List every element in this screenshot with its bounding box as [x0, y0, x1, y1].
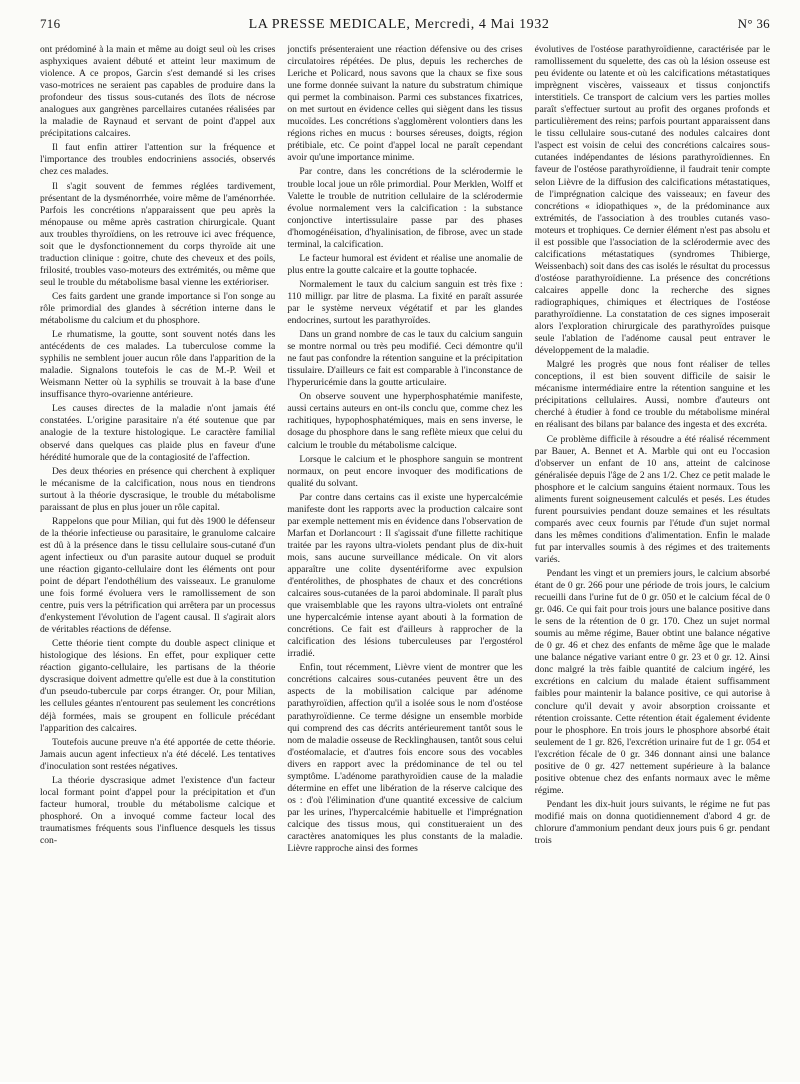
paragraph: évolutives de l'ostéose parathyroïdienne, caractérisée par le ramollissement du squelette, des cas où la lésion osseuse est peu évidente ou latente et où les calcifications métastatiques imprègnent viscères, vaisseaux et tissus conjonctifs interstitiels. Ce transport de calcium vers les parties molles paraît s'effectuer surtout au profit des organes profonds et particulièrement des reins; parfois pourtant apparaissent dans le tissu cellulaire sous-cutané des nodules calcaires dont l'aspect est voisin de celui des concrétions calcaires sous-cutanées indépendantes de lésions parathyroïdiennes. En faveur de l'ostéose parathyroïdienne, il faudrait tenir compte selon Lièvre de la diffusion des calcifications métastatiques, de l'imprégnation calcique des vaisseaux; en faveur des concrétions « idiopathiques », de la prédominance aux extrémités, de l'association à des troubles cutanés vaso-moteurs et trophiques. Ce dernier élément n'est pas absolu et il est possible que l'association de la sclérodermie avec des calcifications métastatiques (syndromes Thibierge, Weissenbach) soit dans des cas isolés le résultat du processus d'ostéose parathyroïdienne. La présence des concrétions calcaires appelle donc la recherche des signes radiographiques, chimiques et électriques de l'ostéose parathyroïdienne. La constatation de ces signes imposerait alors l'exploration chirurgicale des parathyroïdes puisque seule l'ablation de l'adénome causal peut entraver le développement de la maladie. [534, 44, 770, 357]
paragraph: Enfin, tout récemment, Lièvre vient de montrer que les concrétions calcaires sous-cutanées peuvent être un des aspects de la mobilisation calcique par adénome parathyroïdien, affection qu'il a isolée sous le nom d'ostéose parathyroïdienne. Ce terme désigne un ensemble morbide qui comprend des cas décrits antérieurement tantôt sous le nom de maladie osseuse de Recklinghausen, tantôt sous celui d'ostéomalacie, et d'autres fois encore sous des vocables divers en rapport avec la prédominance de tel ou tel symptôme. L'adénome parathyroïdien cause de la maladie détermine en effet une libération de la réserve calcique des os : d'où l'élimination d'une quantité excessive de calcium par les urines, l'hypercalcémie habituelle et l'imprégnation calcique des tissus mous, qui constitueraient un des caractères anatomiques les plus constants de la maladie. Lièvre rapproche ainsi des formes [287, 662, 523, 855]
paragraph: Par contre dans certains cas il existe une hypercalcémie manifeste dont les rapports avec la production calcaire sont par exemple nettement mis en évidence dans l'observation de Marfan et Dorlancourt : Il s'agissait d'une fillette rachitique traitée par les rayons ultra-violets pendant plus de dix-huit mois, sans aucune surveillance médicale. On vit alors apparaître une colite dysentériforme avec expulsion d'entérolithes, de phosphates de chaux et des concrétions calcaires sous-cutanées de la paroi abdominale. Il paraît plus que vraisemblable que les rayons ultra-violets ont entraîné une hypercalcémie intense ayant abouti à la formation de concrétions. Ce fait est d'ailleurs à rapprocher de la calcification des lésions tuberculeuses par l'ergostérol irradié. [287, 491, 523, 660]
paragraph: Rappelons que pour Milian, qui fut dès 1900 le défenseur de la théorie infectieuse ou parasitaire, le granulome calcaire est dû à la présence dans le tissu cellulaire sous-cutané d'un agent infectieux ou d'un parasite autour duquel se produit une réaction giganto-cellulaire dont les éléments ont pour point de départ l'endothélium des vaisseaux. Le granulome une fois formé évoluera vers le ramollissement de son centre, puis vers la pétrification qui arrêtera par un processus d'enkystement l'évolution de l'agent causal. Il s'agirait alors de véritables réactions de défense. [40, 515, 276, 636]
paragraph: La théorie dyscrasique admet l'existence d'un facteur local formant point d'appel pour la précipitation et d'un facteur humoral, trouble du métabolisme calcique et phosphoré. On a invoqué comme facteur local des traumatismes fréquents sous l'influence desquels les tissus con- [40, 774, 276, 846]
paragraph: Le facteur humoral est évident et réalise une anomalie de plus entre la goutte calcaire et la goutte tophacée. [287, 252, 523, 276]
paragraph: Ce problème difficile à résoudre a été réalisé récemment par Bauer, A. Bennet et A. Marble qui ont eu l'occasion d'observer un enfant de 10 ans, atteint de calcinose généralisée depuis l'âge de 2 ans 1/2. Chez ce petit malade le phosphore et le calcium sanguins étaient normaux. Tous les aliments furent soigneusement calculés et pesés. Les études furent poursuivies pendant douze semaines et les résultats comparés avec ceux fournis par l'étude d'un sujet normal dans les mêmes conditions d'alimentation. Enfin le malade fut par intervalles soumis à des régimes et des traitements variés. [534, 433, 770, 565]
page-header [40, 16, 770, 38]
column-middle [287, 44, 522, 1084]
journal-title: LA PRESSE MEDICALE, [248, 17, 411, 32]
masthead [249, 17, 550, 33]
column-left [40, 44, 275, 1084]
paragraph: Malgré les progrès que nous font réaliser de telles conceptions, il est bien souvent difficile de saisir le mécanisme intermédiaire entre la rétention sanguine et les précipitations cellulaires. Aussi, nombre d'auteurs ont cherché à étudier à fond ce trouble du métabolisme minéral en réalisant des bilans par balance des ingesta et des excréta. [534, 359, 770, 431]
paragraph: Dans un grand nombre de cas le taux du calcium sanguin se montre normal ou très peu modifié. Ceci démontre qu'il ne faut pas confondre la rétention sanguine et la précipitation tissulaire. D'ailleurs ce fait est comparable à l'inconstance de l'hyperuricémie dans la goutte articulaire. [287, 329, 523, 389]
issue-date: Mercredi, 4 Mai 1932 [414, 17, 550, 32]
paragraph: Il faut enfin attirer l'attention sur la fréquence et l'importance des troubles endocriniens associés, observés chez ces malades. [40, 142, 276, 178]
paragraph: Pendant les vingt et un premiers jours, le calcium absorbé étant de 0 gr. 266 pour une période de trois jours, le calcium recueilli dans l'urine fut de 0 gr. 050 et le calcium fécal de 0 gr. 046. Ce qui fait pour trois jours une balance positive dans le sens de la rétention de 0 gr. 170. Chez un sujet normal soumis au même régime, Bauer obtint une balance négative de 0 gr. 46 et chez des enfants de même âge que le malade une balance négative variant entre 0 gr. 23 et 0 gr. 12. Ainsi donc malgré la très faible quantité de calcium ingéré, les excrétions en calcium du malade étaient suffisamment faibles pour maintenir la balance positive, ce qui autorise à conclure qu'il devait y avoir absorption croissante et rétention croissante. Cette rétention était également évidente pour le phosphore. En trois jours le phosphore absorbé était seulement de 1 gr. 826, l'excrétion urinaire fut de 1 gr. 054 et l'excrétion fécale de 0 gr. 346 donnant ainsi une balance positive de 0 gr. 427 nettement supérieure à la balance positive obtenue chez des enfants normaux avec le même régime. [534, 568, 770, 796]
paragraph: Ces faits gardent une grande importance si l'on songe au rôle primordial des glandes à sécrétion interne dans le métabolisme du calcium et du phosphore. [40, 290, 276, 327]
paragraph: Normalement le taux du calcium sanguin est très fixe : 110 milligr. par litre de plasma. La fixité en paraît assurée par le système nerveux végétatif et par les glandes endocrines, surtout les parathyroïdes. [287, 278, 523, 327]
paragraph: On observe souvent une hyperphosphatémie manifeste, aussi certains auteurs en ont-ils conclu que, comme chez les rachitiques, hypophosphatémiques, mais en sens inverse, le dosage du phosphore dans le sang reflète mieux que celui du calcium le trouble du métabolisme calcique. [287, 391, 523, 451]
paragraph: Des deux théories en présence qui cherchent à expliquer le mécanisme de la calcification, nous nous en tiendrons surtout à la théorie dyscrasique, le trouble du métabolisme paraissant de plus en plus jouer un rôle capital. [40, 465, 276, 513]
paragraph: Les causes directes de la maladie n'ont jamais été constatées. L'origine parasitaire n'a été soutenue que par analogie de la texture histologique. Le caractère familial observé dans quelques cas plaide plus en faveur d'une hérédité humorale que de la contagiosité de l'affection. [40, 403, 276, 463]
paragraph: Par contre, dans les concrétions de la sclérodermie le trouble local joue un rôle primordial. Pour Merklen, Wolff et Valette le trouble de nutrition cellulaire de la sclérodermie évolue normalement vers la calcification : la substance conjonctive intertissulaire passe par des phases d'homogénéisation, d'hyalinisation, de fibrose, avec un stade terminal, la calcification. [287, 166, 523, 250]
paragraph: ont prédominé à la main et même au doigt seul où les crises asphyxiques avaient débuté et atteint leur maximum de violence. A ce propos, Garcin s'est demandé si les crises vaso-motrices ne seraient pas capables de produire dans la profondeur des tissus sous-cutanés des îlots de nécrose analogues aux gangrènes parcellaires cutanées réalisées par la maladie de Raynaud et servant de point d'appel aux précipitations calcaires. [40, 44, 276, 140]
paragraph: jonctifs présenteraient une réaction défensive ou des crises circulatoires répétées. De plus, depuis les recherches de Leriche et Policard, nous savons que la chaux se fixe sous une forme donnée suivant la nature du substratum chimique qui permet la combinaison. Parmi ces substances fixatrices, on met surtout en évidence celles qui siègent dans les tissus mucoïdes. Les concrétions s'agglomèrent volontiers dans les régions riches en mucus : bourses séreuses, doigts, région prétibiale, etc. Ce point d'appel local ne paraît cependant avoir qu'une importance minime. [287, 44, 523, 164]
paragraph: Pendant les dix-huit jours suivants, le régime ne fut pas modifié mais on donna quotidiennement d'abord 4 gr. de chlorure d'ammonium pendant deux jours puis 6 gr. pendant trois [534, 798, 770, 847]
paragraph: Toutefois aucune preuve n'a été apportée de cette théorie. Jamais aucun agent infectieux n'a été décelé. Les tentatives d'inoculation sont restées négatives. [40, 736, 276, 772]
column-right [535, 44, 770, 1084]
paragraph: Cette théorie tient compte du double aspect clinique et histologique des lésions. En effet, pour expliquer cette réaction giganto-cellulaire, les partisans de la théorie dyscrasique doivent admettre qu'elle est due à la constitution d'un pseudo-tubercule par corps étranger. Or, pour Milian, les cellules géantes n'entourent pas seulement les concrétions déjà formées, mais se groupent en follicule précédant l'apparition des calcaires. [40, 638, 276, 734]
issue-number: N° 36 [737, 16, 770, 31]
article-columns [40, 44, 770, 1084]
page-number: 716 [40, 16, 61, 31]
paragraph: Le rhumatisme, la goutte, sont souvent notés dans les antécédents de ces malades. La tuberculose comme la syphilis ne semblent jouer aucun rôle dans l'apparition de la maladie. Signalons toutefois le cas de M.-P. Weil et Weismann Netter où la syphilis se trouvait à la base d'une insuffisance thyro-ovarienne antérieure. [40, 329, 276, 401]
paragraph: Il s'agit souvent de femmes réglées tardivement, présentant de la dysménorrhée, voire même de l'aménorrhée. Parfois les concrétions n'apparaissent que peu après la ménopause ou même après castration chirurgicale. Quant aux troubles thyroïdiens, on les retrouve ici avec fréquence, soit que le dysfonctionnement du corps thyroïde ait une traduction clinique : goitre, chute des cheveux et des poils, frilosité, troubles vaso-moteurs des extrémités, ou même que seul le trouble du métabolisme basal vienne les extérioriser. [40, 180, 276, 288]
paragraph: Lorsque le calcium et le phosphore sanguin se montrent normaux, on peut encore invoquer des modifications de qualité du solvant. [287, 453, 523, 489]
